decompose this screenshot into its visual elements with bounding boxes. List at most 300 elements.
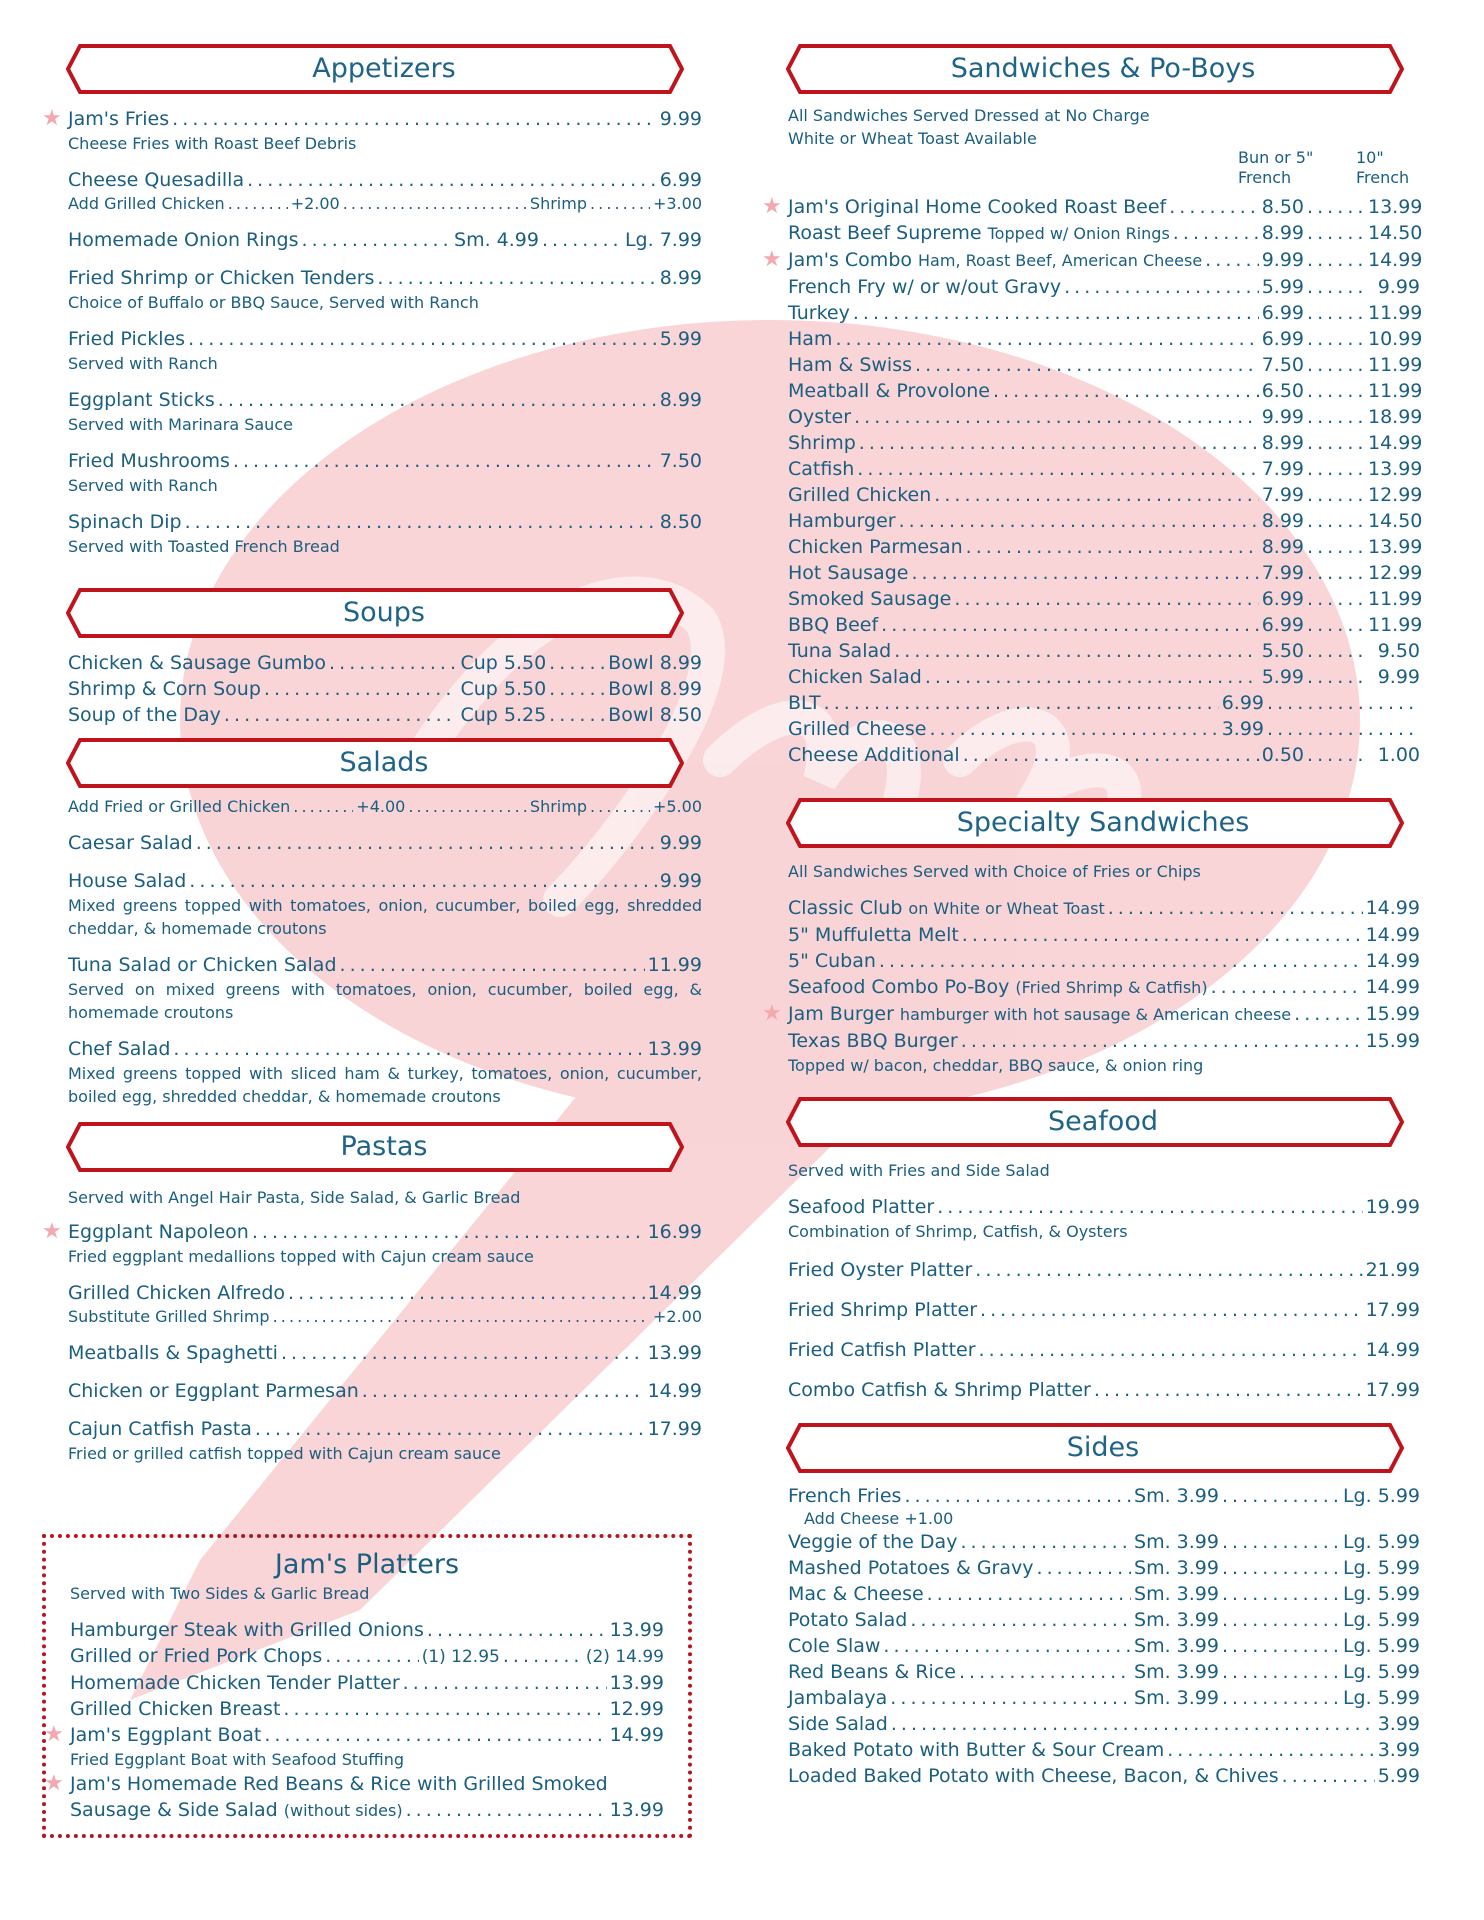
item-name: Shrimp & Corn Soup bbox=[68, 678, 261, 700]
menu-item bbox=[70, 1643, 664, 1670]
menu-item bbox=[70, 1617, 664, 1643]
item-price: 17.99 bbox=[1365, 1379, 1420, 1401]
item-price: 9.99 bbox=[659, 832, 702, 854]
item-name: Grilled or Fried Pork Chops bbox=[70, 1645, 323, 1667]
item-price-10in: 11.99 bbox=[1368, 354, 1423, 376]
item-name: Roast Beef Supreme bbox=[788, 222, 982, 244]
menu-item bbox=[68, 952, 702, 1024]
item-price-bowl: Bowl 8.99 bbox=[608, 678, 702, 700]
item-name: Shrimp bbox=[788, 432, 856, 454]
star-icon: ★ bbox=[42, 106, 62, 131]
item-name: Hot Sausage bbox=[788, 562, 909, 584]
item-price-large: Lg. 5.99 bbox=[1342, 1609, 1420, 1631]
star-icon: ★ bbox=[762, 1001, 782, 1026]
addon-label: Add Grilled Chicken bbox=[68, 194, 225, 213]
item-description: Served with Ranch bbox=[68, 476, 218, 495]
item-price-10in: 18.99 bbox=[1368, 406, 1423, 428]
menu-item bbox=[788, 274, 1420, 300]
addon-price: +5.00 bbox=[652, 797, 702, 816]
section-note: White or Wheat Toast Available bbox=[788, 129, 1037, 148]
item-note: on White or Wheat Toast bbox=[908, 899, 1105, 918]
section-title: Salads bbox=[339, 747, 429, 778]
addon-price: +2.00 bbox=[652, 1307, 702, 1326]
menu-item bbox=[762, 194, 1423, 220]
menu-item bbox=[788, 664, 1420, 690]
item-name: Jam's Combo bbox=[788, 249, 913, 271]
menu-item bbox=[788, 690, 1420, 716]
item-price: 14.99 bbox=[647, 1380, 702, 1402]
menu-item bbox=[788, 1028, 1420, 1077]
menu-item bbox=[70, 1696, 664, 1722]
item-name: Meatball & Provolone bbox=[788, 380, 990, 402]
item-name: Fried Catfish Platter bbox=[788, 1339, 976, 1361]
item-price: 8.99 bbox=[659, 267, 702, 289]
item-price-bun: 6.99 bbox=[1221, 692, 1264, 714]
item-price-bun: 6.99 bbox=[1261, 328, 1304, 350]
soups-banner bbox=[66, 588, 702, 638]
item-price-bun: 6.99 bbox=[1261, 614, 1304, 636]
menu-item bbox=[788, 508, 1423, 534]
item-price-10in: 12.99 bbox=[1368, 484, 1423, 506]
item-price-large: Lg. 5.99 bbox=[1342, 1485, 1420, 1507]
item-price-small: Sm. 3.99 bbox=[1134, 1583, 1219, 1605]
menu-item bbox=[68, 830, 702, 856]
item-name: Jambalaya bbox=[788, 1687, 888, 1709]
item-name: BLT bbox=[788, 692, 821, 714]
menu-item bbox=[788, 1685, 1420, 1711]
item-price: 7.50 bbox=[659, 450, 702, 472]
section-note: Served with Angel Hair Pasta, Side Salad, & Garlic Bread bbox=[68, 1188, 521, 1207]
item-price-small: Sm. 3.99 bbox=[1134, 1687, 1219, 1709]
item-name: Potato Salad bbox=[788, 1609, 908, 1631]
platters-list bbox=[44, 1617, 664, 1824]
menu-item bbox=[788, 1297, 1420, 1323]
item-price: 13.99 bbox=[647, 1038, 702, 1060]
sandwiches-banner bbox=[786, 44, 1420, 94]
item-price-small: Sm. 3.99 bbox=[1134, 1557, 1219, 1579]
item-description: Add Cheese +1.00 bbox=[804, 1509, 954, 1528]
item-price-bun: 8.99 bbox=[1261, 222, 1304, 244]
item-price: 8.50 bbox=[659, 511, 702, 533]
item-name: Mac & Cheese bbox=[788, 1583, 924, 1605]
star-icon: ★ bbox=[44, 1771, 64, 1796]
item-price-10in: 13.99 bbox=[1368, 196, 1423, 218]
menu-item bbox=[788, 1377, 1420, 1403]
item-price: 13.99 bbox=[609, 1799, 664, 1821]
menu-item bbox=[788, 1711, 1420, 1737]
item-price: 5.99 bbox=[659, 328, 702, 350]
addon-label: Add Fried or Grilled Chicken bbox=[68, 797, 291, 816]
item-price-bun: 5.50 bbox=[1261, 640, 1304, 662]
item-price: 8.99 bbox=[659, 389, 702, 411]
item-price-bun: 8.99 bbox=[1261, 432, 1304, 454]
item-name: Fried Shrimp Platter bbox=[788, 1299, 978, 1321]
section-title: Sandwiches & Po-Boys bbox=[950, 53, 1256, 84]
item-price-10in: 13.99 bbox=[1368, 458, 1423, 480]
item-name: Mashed Potatoes & Gravy bbox=[788, 1557, 1034, 1579]
item-name: Caesar Salad bbox=[68, 832, 193, 854]
sides-list bbox=[788, 1483, 1420, 1789]
menu-item bbox=[68, 1378, 702, 1404]
item-price-small: Sm. 3.99 bbox=[1134, 1485, 1219, 1507]
item-name: Grilled Chicken Alfredo bbox=[68, 1282, 286, 1304]
item-price-cup: Cup 5.50 bbox=[460, 652, 547, 674]
item-note: Ham, Roast Beef, American Cheese bbox=[918, 251, 1203, 270]
menu-item bbox=[68, 448, 702, 497]
item-name: Meatballs & Spaghetti bbox=[68, 1342, 278, 1364]
item-name: Catfish bbox=[788, 458, 855, 480]
item-price: 15.99 bbox=[1365, 1003, 1420, 1025]
item-name: Jam's Eggplant Boat bbox=[70, 1724, 262, 1746]
item-name: Spinach Dip bbox=[68, 511, 182, 533]
item-price: 15.99 bbox=[1365, 1030, 1420, 1052]
item-price-single: (1) 12.95 bbox=[421, 1647, 500, 1667]
menu-item bbox=[68, 387, 702, 436]
item-name: Baked Potato with Butter & Sour Cream bbox=[788, 1739, 1165, 1761]
item-name: Cheese Additional bbox=[788, 744, 960, 766]
item-price: 13.99 bbox=[609, 1619, 664, 1641]
item-name: Classic Club bbox=[788, 897, 903, 919]
section-title: Jam's Platters bbox=[274, 1549, 460, 1580]
section-title: Soups bbox=[343, 597, 425, 628]
item-price-10in: 10.99 bbox=[1368, 328, 1423, 350]
menu-item bbox=[788, 638, 1420, 664]
menu-item bbox=[788, 1257, 1420, 1283]
menu-item bbox=[788, 326, 1423, 352]
item-name: Hamburger Steak with Grilled Onions bbox=[70, 1619, 424, 1641]
menu-item bbox=[788, 300, 1423, 326]
item-name: Cajun Catfish Pasta bbox=[68, 1418, 252, 1440]
item-price-10in: 11.99 bbox=[1368, 588, 1423, 610]
item-note: (Fried Shrimp & Catfish) bbox=[1015, 978, 1208, 997]
item-name: Tuna Salad or Chicken Salad bbox=[68, 954, 337, 976]
item-price: 14.99 bbox=[647, 1282, 702, 1304]
item-price-bun: 5.99 bbox=[1261, 276, 1304, 298]
item-price: 16.99 bbox=[647, 1221, 702, 1243]
item-name: Chicken or Eggplant Parmesan bbox=[68, 1380, 359, 1402]
menu-item bbox=[788, 1581, 1420, 1607]
column-header-bun: Bun or 5" French bbox=[1238, 148, 1314, 187]
menu-item bbox=[788, 482, 1423, 508]
item-price: 9.99 bbox=[659, 870, 702, 892]
item-price-10in: 14.99 bbox=[1368, 432, 1423, 454]
item-name: Eggplant Sticks bbox=[68, 389, 215, 411]
menu-item bbox=[68, 676, 702, 702]
item-price: 13.99 bbox=[609, 1672, 664, 1694]
section-note: Served with Two Sides & Garlic Bread bbox=[70, 1584, 370, 1603]
menu-item bbox=[788, 1633, 1420, 1659]
star-icon: ★ bbox=[44, 1722, 64, 1747]
item-price-bun: 7.99 bbox=[1261, 484, 1304, 506]
item-note: Topped w/ Onion Rings bbox=[987, 224, 1170, 243]
section-title: Sides bbox=[1066, 1432, 1140, 1463]
item-price-10in: 14.50 bbox=[1368, 510, 1423, 532]
appetizers-list bbox=[42, 106, 702, 558]
menu-item bbox=[70, 1670, 664, 1696]
sandwich-rows bbox=[762, 194, 1423, 768]
menu-item bbox=[788, 1607, 1420, 1633]
item-price-small: Sm. 3.99 bbox=[1134, 1531, 1219, 1553]
seafood-list bbox=[788, 1159, 1420, 1403]
item-price-10in: 11.99 bbox=[1368, 380, 1423, 402]
menu-item bbox=[762, 1001, 1420, 1028]
item-description: Mixed greens topped with sliced ham & turkey, tomatoes, onion, cucumber, boiled egg, shredded cheddar, & homemade croutons bbox=[68, 1064, 702, 1106]
item-name: Grilled Cheese bbox=[788, 718, 927, 740]
item-name: BBQ Beef bbox=[788, 614, 879, 636]
item-price-cup: Cup 5.25 bbox=[460, 704, 547, 726]
item-price: 13.99 bbox=[647, 1342, 702, 1364]
addon-price: +4.00 bbox=[356, 797, 406, 816]
pastas-banner bbox=[66, 1122, 702, 1172]
item-name: Jam's Fries bbox=[68, 108, 170, 130]
menu-item bbox=[788, 974, 1420, 1001]
specialty-banner bbox=[786, 798, 1420, 848]
star-icon: ★ bbox=[762, 194, 782, 219]
menu-item bbox=[788, 948, 1420, 974]
item-description: Served with Marinara Sauce bbox=[68, 415, 293, 434]
item-price: 14.99 bbox=[1365, 976, 1420, 998]
menu-item bbox=[788, 1194, 1420, 1243]
item-price-large: 5.99 bbox=[1377, 1765, 1420, 1787]
menu-item bbox=[42, 106, 702, 155]
menu-item bbox=[788, 1555, 1420, 1581]
platters-box bbox=[42, 1534, 692, 1838]
menu-item bbox=[788, 922, 1420, 948]
salads-list bbox=[68, 796, 702, 1108]
item-name: 5" Cuban bbox=[788, 950, 876, 972]
menu-item bbox=[788, 1737, 1420, 1763]
left-column bbox=[42, 44, 702, 1465]
item-description: Served with Ranch bbox=[68, 354, 218, 373]
menu-item bbox=[788, 378, 1423, 404]
item-description: Topped w/ bacon, cheddar, BBQ sauce, & onion ring bbox=[788, 1056, 1204, 1075]
item-name: Grilled Chicken bbox=[788, 484, 932, 506]
item-price-large: Lg. 5.99 bbox=[1342, 1687, 1420, 1709]
item-price-large: Lg. 5.99 bbox=[1342, 1661, 1420, 1683]
sides-banner bbox=[786, 1423, 1420, 1473]
menu-item bbox=[68, 509, 702, 558]
item-price-large: Lg. 5.99 bbox=[1342, 1557, 1420, 1579]
addon-label: Shrimp bbox=[529, 797, 587, 816]
menu-item bbox=[788, 404, 1423, 430]
menu-item bbox=[68, 1036, 702, 1108]
item-name: 5" Muffuletta Melt bbox=[788, 924, 959, 946]
item-description: Served on mixed greens with tomatoes, onion, cucumber, boiled egg, & homemade croutons bbox=[68, 980, 702, 1022]
item-price-10in: 11.99 bbox=[1368, 302, 1423, 324]
item-price-bun: 8.50 bbox=[1261, 196, 1304, 218]
menu-item bbox=[788, 534, 1423, 560]
item-price-10in: 13.99 bbox=[1368, 536, 1423, 558]
item-price-bun: 7.99 bbox=[1261, 458, 1304, 480]
item-price-large: Lg. 5.99 bbox=[1342, 1531, 1420, 1553]
item-price-cup: Cup 5.50 bbox=[460, 678, 547, 700]
menu-item bbox=[788, 560, 1423, 586]
menu-item bbox=[788, 716, 1420, 742]
item-name: Soup of the Day bbox=[68, 704, 221, 726]
item-name: Homemade Chicken Tender Platter bbox=[70, 1672, 400, 1694]
section-title: Pastas bbox=[340, 1131, 428, 1162]
item-name: Oyster bbox=[788, 406, 852, 428]
item-description: Mixed greens topped with tomatoes, onion, cucumber, boiled egg, shredded cheddar, & homemade croutons bbox=[68, 896, 702, 938]
item-name: Seafood Platter bbox=[788, 1196, 935, 1218]
menu-item bbox=[68, 227, 702, 253]
pastas-list bbox=[42, 1186, 702, 1465]
item-price-10in: 14.99 bbox=[1368, 249, 1423, 271]
item-price-10in: 14.50 bbox=[1368, 222, 1423, 244]
item-price-bun: 9.99 bbox=[1261, 406, 1304, 428]
menu-item bbox=[42, 1219, 702, 1268]
item-name: Cheese Quesadilla bbox=[68, 169, 245, 191]
item-price: 14.99 bbox=[1365, 950, 1420, 972]
item-price-bun: 3.99 bbox=[1221, 718, 1264, 740]
menu-item bbox=[788, 352, 1423, 378]
item-price-double: (2) 14.99 bbox=[585, 1647, 664, 1667]
sandwiches-list bbox=[762, 104, 1423, 768]
item-name: French Fries bbox=[788, 1485, 902, 1507]
item-price: 21.99 bbox=[1365, 1259, 1420, 1281]
item-description: Choice of Buffalo or BBQ Sauce, Served with Ranch bbox=[68, 293, 479, 312]
item-price: 6.99 bbox=[659, 169, 702, 191]
item-price-small: Sm. 3.99 bbox=[1134, 1609, 1219, 1631]
item-name: Fried Mushrooms bbox=[68, 450, 230, 472]
item-price: 19.99 bbox=[1365, 1196, 1420, 1218]
menu-item bbox=[788, 430, 1423, 456]
item-name: Fried Oyster Platter bbox=[788, 1259, 973, 1281]
addon-price: +3.00 bbox=[652, 194, 702, 213]
item-name-continued: Sausage & Side Salad bbox=[70, 1799, 278, 1821]
item-price: 14.99 bbox=[609, 1724, 664, 1746]
salads-banner bbox=[66, 738, 702, 788]
item-price-10in: 12.99 bbox=[1368, 562, 1423, 584]
addon-label: Substitute Grilled Shrimp bbox=[68, 1307, 270, 1326]
item-price-bowl: Bowl 8.99 bbox=[608, 652, 702, 674]
menu-item bbox=[788, 612, 1423, 638]
item-name: Grilled Chicken Breast bbox=[70, 1698, 281, 1720]
item-price: 17.99 bbox=[647, 1418, 702, 1440]
item-price-large: 3.99 bbox=[1377, 1713, 1420, 1735]
item-price: 14.99 bbox=[1365, 1339, 1420, 1361]
menu-item bbox=[68, 167, 702, 215]
item-name: Chef Salad bbox=[68, 1038, 171, 1060]
item-description: Combination of Shrimp, Catfish, & Oysters bbox=[788, 1222, 1128, 1241]
specialty-list bbox=[762, 860, 1420, 1077]
menu-item bbox=[44, 1771, 664, 1824]
menu-item bbox=[68, 1340, 702, 1366]
menu-item bbox=[68, 868, 702, 940]
item-description: Fried eggplant medallions topped with Cajun cream sauce bbox=[68, 1247, 534, 1266]
item-name: Chicken Parmesan bbox=[788, 536, 963, 558]
column-header-10in: 10" French bbox=[1356, 148, 1410, 187]
item-price-bun: 0.50 bbox=[1261, 744, 1304, 766]
item-note: hamburger with hot sausage & American cheese bbox=[899, 1005, 1292, 1024]
item-price-bun: 6.99 bbox=[1261, 588, 1304, 610]
menu-item bbox=[788, 220, 1423, 247]
item-name: Chicken & Sausage Gumbo bbox=[68, 652, 327, 674]
item-name: Chicken Salad bbox=[788, 666, 922, 688]
item-price-bun: 6.50 bbox=[1261, 380, 1304, 402]
price-column-headers bbox=[788, 148, 1420, 188]
section-title: Seafood bbox=[1048, 1106, 1158, 1137]
item-price-large: Lg. 5.99 bbox=[1342, 1583, 1420, 1605]
item-name: House Salad bbox=[68, 870, 187, 892]
item-price-bun: 8.99 bbox=[1261, 536, 1304, 558]
item-price: 17.99 bbox=[1365, 1299, 1420, 1321]
item-description: Served with Toasted French Bread bbox=[68, 537, 340, 556]
item-name: Eggplant Napoleon bbox=[68, 1221, 249, 1243]
item-name: Loaded Baked Potato with Cheese, Bacon, & Chives bbox=[788, 1765, 1279, 1787]
menu-item bbox=[44, 1722, 664, 1771]
menu-item bbox=[788, 586, 1423, 612]
item-price: 11.99 bbox=[647, 954, 702, 976]
menu-item bbox=[68, 265, 702, 314]
menu-item bbox=[68, 650, 702, 676]
item-name: Turkey bbox=[788, 302, 850, 324]
menu-item bbox=[762, 247, 1423, 274]
item-name: Smoked Sausage bbox=[788, 588, 952, 610]
item-price-10in: 9.99 bbox=[1377, 276, 1420, 298]
item-price: 14.99 bbox=[1365, 924, 1420, 946]
item-name: French Fry w/ or w/out Gravy bbox=[788, 276, 1062, 298]
section-title: Appetizers bbox=[312, 53, 456, 84]
item-price-bun: 9.99 bbox=[1261, 249, 1304, 271]
item-price-bun: 8.99 bbox=[1261, 510, 1304, 532]
item-price-large: Lg. 7.99 bbox=[624, 229, 702, 251]
item-name: Jam Burger bbox=[788, 1003, 894, 1025]
section-note: All Sandwiches Served Dressed at No Charge bbox=[788, 106, 1150, 125]
menu-item bbox=[788, 1337, 1420, 1363]
item-price-small: Sm. 3.99 bbox=[1134, 1661, 1219, 1683]
item-description: Fried Eggplant Boat with Seafood Stuffing bbox=[70, 1750, 405, 1769]
item-price-small: Sm. 3.99 bbox=[1134, 1635, 1219, 1657]
soups-list bbox=[68, 650, 702, 728]
item-name: Homemade Onion Rings bbox=[68, 229, 299, 251]
item-description: Cheese Fries with Roast Beef Debris bbox=[68, 134, 357, 153]
item-name: Cole Slaw bbox=[788, 1635, 881, 1657]
menu-item bbox=[788, 456, 1423, 482]
menu-item bbox=[68, 326, 702, 375]
salads-addon bbox=[68, 796, 702, 818]
item-price-bun: 5.99 bbox=[1261, 666, 1304, 688]
menu-item bbox=[788, 1763, 1420, 1789]
section-title: Specialty Sandwiches bbox=[956, 807, 1250, 838]
addon-price: +2.00 bbox=[290, 194, 340, 213]
menu-item bbox=[68, 702, 702, 728]
item-name: Red Beans & Rice bbox=[788, 1661, 956, 1683]
item-price-10in: 9.50 bbox=[1377, 640, 1420, 662]
item-price-bun: 6.99 bbox=[1261, 302, 1304, 324]
item-name: Jam's Homemade Red Beans & Rice with Grilled Smoked bbox=[70, 1773, 608, 1795]
section-note: Served with Fries and Side Salad bbox=[788, 1161, 1050, 1180]
item-name: Ham & Swiss bbox=[788, 354, 913, 376]
menu-item bbox=[788, 742, 1420, 768]
item-name: Fried Shrimp or Chicken Tenders bbox=[68, 267, 375, 289]
menu-item bbox=[788, 1483, 1420, 1529]
item-name: Side Salad bbox=[788, 1713, 888, 1735]
item-note: (without sides) bbox=[283, 1801, 403, 1820]
section-note: All Sandwiches Served with Choice of Fries or Chips bbox=[788, 862, 1201, 881]
item-name: Jam's Original Home Cooked Roast Beef bbox=[788, 196, 1167, 218]
item-description: Fried or grilled catfish topped with Cajun cream sauce bbox=[68, 1444, 501, 1463]
item-name: Fried Pickles bbox=[68, 328, 186, 350]
menu-item bbox=[788, 895, 1420, 922]
item-price-large: 3.99 bbox=[1377, 1739, 1420, 1761]
menu-item bbox=[788, 1659, 1420, 1685]
item-price: 9.99 bbox=[659, 108, 702, 130]
seafood-banner bbox=[786, 1097, 1420, 1147]
addon-label: Shrimp bbox=[529, 194, 587, 213]
item-name: Seafood Combo Po-Boy bbox=[788, 976, 1010, 998]
item-name: Hamburger bbox=[788, 510, 896, 532]
